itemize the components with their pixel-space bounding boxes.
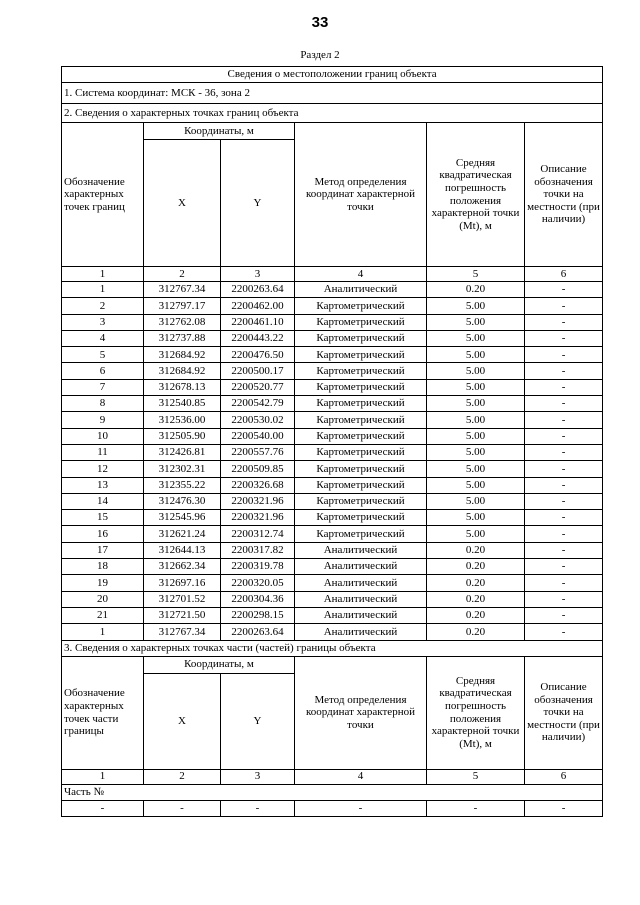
cell-method: Картометрический (295, 526, 427, 542)
cell-n: 6 (62, 363, 144, 379)
cell-mt: 0.20 (427, 607, 525, 623)
cell-method: Аналитический (295, 575, 427, 591)
cell-y: 2200540.00 (221, 428, 295, 444)
cell-x: 312762.08 (144, 314, 221, 330)
cell-desc: - (525, 575, 603, 591)
cell-n: 5 (62, 347, 144, 363)
header-method: Метод определения координат характерной точки (295, 656, 427, 769)
cell-mt: 0.20 (427, 559, 525, 575)
cell-x: 312536.00 (144, 412, 221, 428)
column-number: 5 (427, 267, 525, 282)
cell-method: Картометрический (295, 493, 427, 509)
cell-desc: - (525, 282, 603, 298)
cell-y: 2200509.85 (221, 461, 295, 477)
cell-mt: 5.00 (427, 396, 525, 412)
cell-x: 312621.24 (144, 526, 221, 542)
cell-desc: - (525, 493, 603, 509)
cell-n: 9 (62, 412, 144, 428)
cell-mt: 0.20 (427, 624, 525, 640)
cell-x: 312662.34 (144, 559, 221, 575)
cell-method: Картометрический (295, 396, 427, 412)
cell-method: Картометрический (295, 444, 427, 460)
cell-y: 2200476.50 (221, 347, 295, 363)
cell-y: 2200320.05 (221, 575, 295, 591)
cell-mt: 5.00 (427, 428, 525, 444)
cell-mt: 5.00 (427, 461, 525, 477)
cell-desc: - (525, 607, 603, 623)
cell-desc: - (525, 526, 603, 542)
table-row (62, 575, 603, 591)
section-label: Раздел 2 (300, 49, 340, 61)
cell-desc: - (525, 363, 603, 379)
cell-n: 2 (62, 298, 144, 314)
column-number: 4 (295, 769, 427, 784)
cell-mt: 0.20 (427, 282, 525, 298)
cell-desc: - (525, 379, 603, 395)
table-row (62, 542, 603, 558)
table-row (62, 347, 603, 363)
cell-mt: 0.20 (427, 575, 525, 591)
column-number: 2 (144, 769, 221, 784)
cell-mt: 5.00 (427, 298, 525, 314)
header-x: X (144, 140, 221, 267)
cell-y: 2200319.78 (221, 559, 295, 575)
header-description: Описание обозначения точки на местности (при наличии) (525, 656, 603, 769)
cell-method: Картометрический (295, 428, 427, 444)
cell-y: 2200312.74 (221, 526, 295, 542)
column-number: 3 (221, 769, 295, 784)
cell-n: 3 (62, 314, 144, 330)
section3-title: 3. Сведения о характерных точках части (частей) границы объекта (62, 640, 603, 656)
cell-x: 312644.13 (144, 542, 221, 558)
cell-x: 312684.92 (144, 347, 221, 363)
column-number: 2 (144, 267, 221, 282)
table-row (62, 559, 603, 575)
cell-n: 16 (62, 526, 144, 542)
column-number: 4 (295, 267, 427, 282)
header-description: Описание обозначения точки на местности (при наличии) (525, 123, 603, 267)
cell-y: 2200500.17 (221, 363, 295, 379)
cell-n: 15 (62, 510, 144, 526)
cell-desc: - (525, 461, 603, 477)
cell-n: 14 (62, 493, 144, 509)
cell-y: 2200263.64 (221, 624, 295, 640)
cell-mt: 5.00 (427, 412, 525, 428)
cell-mt: 5.00 (427, 314, 525, 330)
header-accuracy: Средняя квадратическая погрешность положения характерной точки (Mt), м (427, 656, 525, 769)
cell-n: 20 (62, 591, 144, 607)
cell-x: 312737.88 (144, 330, 221, 346)
cell-y: 2200263.64 (221, 282, 295, 298)
table-row (62, 363, 603, 379)
cell-method: Картометрический (295, 314, 427, 330)
part-cell: - (144, 800, 221, 816)
cell-x: 312721.50 (144, 607, 221, 623)
cell-x: 312678.13 (144, 379, 221, 395)
cell-method: Картометрический (295, 510, 427, 526)
header-method: Метод определения координат характерной точки (295, 123, 427, 267)
cell-n: 10 (62, 428, 144, 444)
section2-title: 2. Сведения о характерных точках границ объекта (62, 104, 603, 123)
cell-n: 11 (62, 444, 144, 460)
coordinate-system: 1. Система координат: МСК - 36, зона 2 (62, 83, 603, 104)
cell-x: 312767.34 (144, 624, 221, 640)
cell-n: 13 (62, 477, 144, 493)
cell-desc: - (525, 624, 603, 640)
header-designation: Обозначение характерных точек границ (62, 123, 144, 267)
table-row (62, 591, 603, 607)
table-row (62, 330, 603, 346)
cell-desc: - (525, 412, 603, 428)
cell-x: 312426.81 (144, 444, 221, 460)
cell-y: 2200461.10 (221, 314, 295, 330)
cell-x: 312697.16 (144, 575, 221, 591)
table-row (62, 624, 603, 640)
cell-mt: 5.00 (427, 493, 525, 509)
cell-desc: - (525, 314, 603, 330)
cell-method: Аналитический (295, 591, 427, 607)
column-number: 1 (62, 769, 144, 784)
cell-y: 2200321.96 (221, 510, 295, 526)
table-row (62, 444, 603, 460)
cell-method: Аналитический (295, 624, 427, 640)
header-y: Y (221, 140, 295, 267)
column-number: 5 (427, 769, 525, 784)
cell-mt: 5.00 (427, 477, 525, 493)
cell-mt: 5.00 (427, 444, 525, 460)
cell-desc: - (525, 428, 603, 444)
column-number-row (62, 769, 603, 784)
cell-n: 1 (62, 282, 144, 298)
cell-x: 312545.96 (144, 510, 221, 526)
table-row (62, 314, 603, 330)
cell-x: 312302.31 (144, 461, 221, 477)
table-row (62, 800, 603, 816)
cell-method: Аналитический (295, 607, 427, 623)
cell-y: 2200326.68 (221, 477, 295, 493)
cell-y: 2200542.79 (221, 396, 295, 412)
cell-mt: 5.00 (427, 510, 525, 526)
cell-desc: - (525, 330, 603, 346)
cell-mt: 0.20 (427, 591, 525, 607)
cell-y: 2200321.96 (221, 493, 295, 509)
part-cell: - (295, 800, 427, 816)
cell-x: 312767.34 (144, 282, 221, 298)
header-coordinates: Координаты, м (144, 123, 295, 140)
column-number-row (62, 267, 603, 282)
header-x: X (144, 673, 221, 769)
cell-x: 312684.92 (144, 363, 221, 379)
part-cell: - (427, 800, 525, 816)
table-row (62, 379, 603, 395)
table-row (62, 607, 603, 623)
cell-x: 312355.22 (144, 477, 221, 493)
cell-mt: 5.00 (427, 330, 525, 346)
cell-desc: - (525, 559, 603, 575)
table-row (62, 396, 603, 412)
header-accuracy: Средняя квадратическая погрешность положения характерной точки (Mt), м (427, 123, 525, 267)
cell-method: Аналитический (295, 559, 427, 575)
cell-y: 2200462.00 (221, 298, 295, 314)
cell-mt: 0.20 (427, 542, 525, 558)
cell-n: 1 (62, 624, 144, 640)
cell-n: 7 (62, 379, 144, 395)
cell-desc: - (525, 347, 603, 363)
cell-desc: - (525, 542, 603, 558)
cell-method: Картометрический (295, 412, 427, 428)
cell-x: 312505.90 (144, 428, 221, 444)
boundary-table (61, 66, 603, 817)
cell-mt: 5.00 (427, 347, 525, 363)
cell-method: Картометрический (295, 363, 427, 379)
cell-method: Аналитический (295, 282, 427, 298)
column-number: 3 (221, 267, 295, 282)
cell-n: 18 (62, 559, 144, 575)
cell-y: 2200520.77 (221, 379, 295, 395)
cell-x: 312701.52 (144, 591, 221, 607)
table-row (62, 477, 603, 493)
table-row (62, 282, 603, 298)
column-number: 1 (62, 267, 144, 282)
cell-method: Аналитический (295, 542, 427, 558)
cell-y: 2200443.22 (221, 330, 295, 346)
page-number: 33 (311, 14, 329, 31)
cell-n: 17 (62, 542, 144, 558)
cell-method: Картометрический (295, 461, 427, 477)
cell-desc: - (525, 298, 603, 314)
cell-desc: - (525, 444, 603, 460)
part-label: Часть № (62, 784, 603, 800)
cell-desc: - (525, 510, 603, 526)
cell-desc: - (525, 477, 603, 493)
cell-method: Картометрический (295, 477, 427, 493)
part-cell: - (62, 800, 144, 816)
cell-x: 312797.17 (144, 298, 221, 314)
header-coordinates: Координаты, м (144, 656, 295, 673)
cell-y: 2200530.02 (221, 412, 295, 428)
cell-y: 2200317.82 (221, 542, 295, 558)
cell-n: 12 (62, 461, 144, 477)
cell-mt: 5.00 (427, 526, 525, 542)
cell-n: 19 (62, 575, 144, 591)
cell-method: Картометрический (295, 298, 427, 314)
table-row (62, 510, 603, 526)
cell-n: 4 (62, 330, 144, 346)
table-row (62, 526, 603, 542)
cell-mt: 5.00 (427, 379, 525, 395)
cell-mt: 5.00 (427, 363, 525, 379)
cell-y: 2200298.15 (221, 607, 295, 623)
column-number: 6 (525, 769, 603, 784)
table-row (62, 493, 603, 509)
cell-n: 21 (62, 607, 144, 623)
cell-method: Картометрический (295, 330, 427, 346)
column-number: 6 (525, 267, 603, 282)
cell-method: Картометрический (295, 347, 427, 363)
table-row (62, 461, 603, 477)
cell-method: Картометрический (295, 379, 427, 395)
cell-y: 2200304.36 (221, 591, 295, 607)
cell-desc: - (525, 591, 603, 607)
header-designation-part: Обозначение характерных точек части границы (62, 656, 144, 769)
table-row (62, 412, 603, 428)
cell-x: 312476.30 (144, 493, 221, 509)
part-cell: - (221, 800, 295, 816)
table-row (62, 298, 603, 314)
table-title: Сведения о местоположении границ объекта (62, 67, 603, 83)
cell-y: 2200557.76 (221, 444, 295, 460)
part-cell: - (525, 800, 603, 816)
cell-x: 312540.85 (144, 396, 221, 412)
cell-n: 8 (62, 396, 144, 412)
table-row (62, 428, 603, 444)
header-y: Y (221, 673, 295, 769)
cell-desc: - (525, 396, 603, 412)
